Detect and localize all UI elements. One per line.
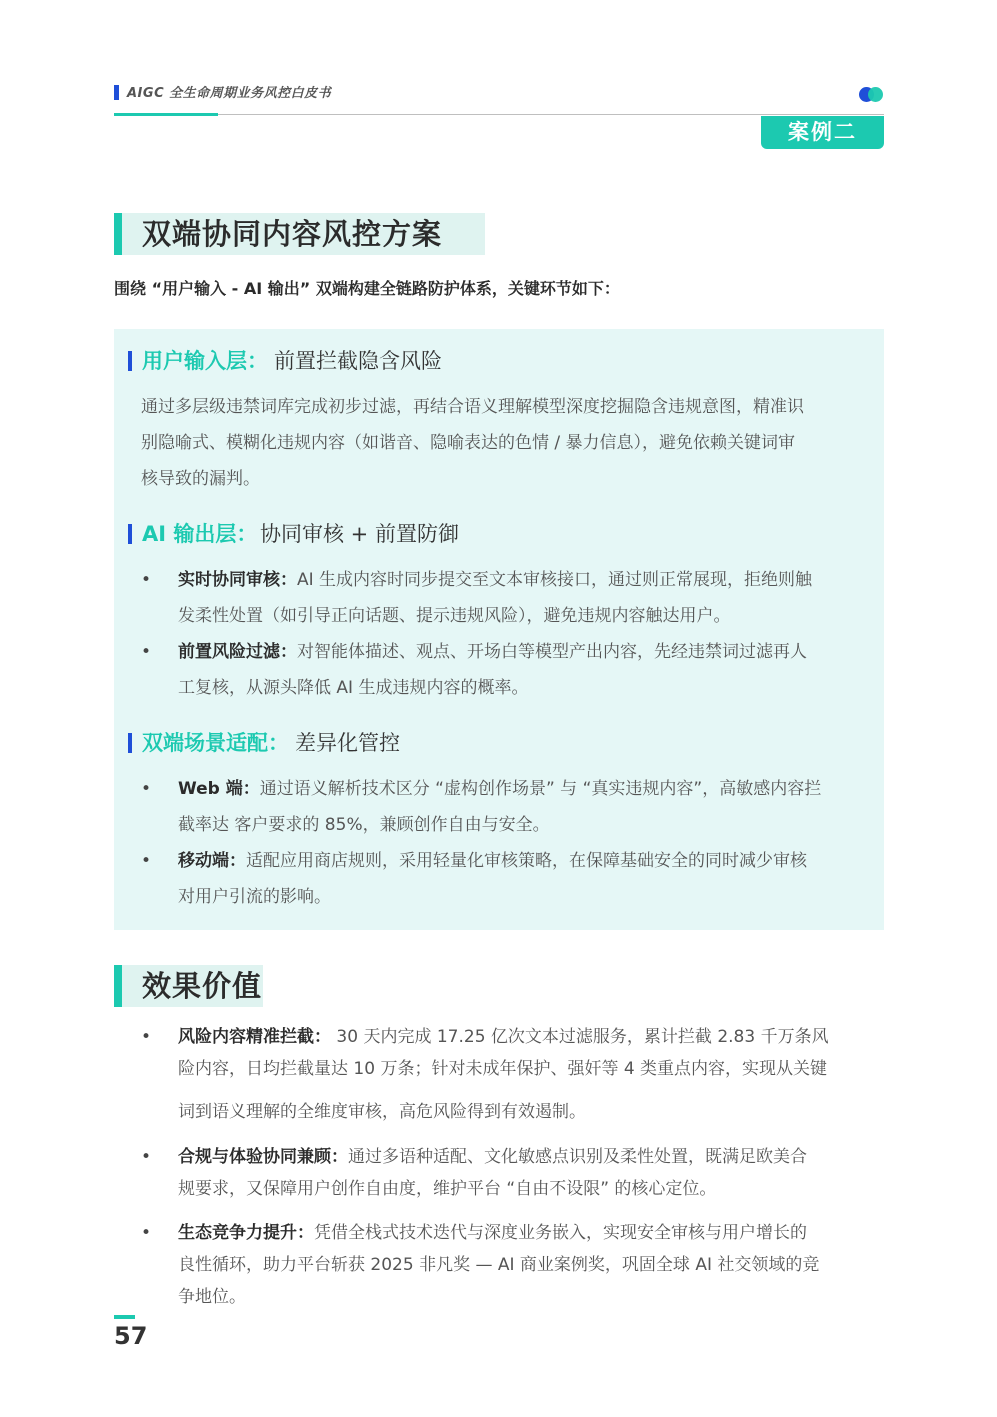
bullet-text: 适配应用商店规则，采用轻量化审核策略，在保障基础安全的同时减少审核 — [246, 851, 807, 871]
bullet-dot: • — [141, 1147, 152, 1167]
bullet-label: Web 端： — [178, 779, 260, 799]
bullet-dot: • — [141, 779, 152, 799]
subheading-dual-scenario — [128, 730, 628, 756]
section-heading-solution — [114, 213, 485, 255]
subheading-ai-output-layer — [128, 521, 628, 547]
bullet-text: 词到语义理解的全维度审核，高危风险得到有效遏制。 — [178, 1102, 586, 1122]
heading-accent-bar — [114, 965, 122, 1007]
subheading-user-input-layer — [128, 348, 628, 374]
header-accent-mark — [114, 85, 119, 100]
bullet-text: 良性循环，助力平台斩获 2025 非凡奖 — AI 商业案例奖，巩固全球 AI 社交领域的竞 — [178, 1255, 820, 1275]
section-intro: 围绕 “用户输入 - AI 输出” 双端构建全链路防护体系，关键环节如下： — [114, 279, 620, 298]
list-item — [178, 634, 878, 706]
paragraph-line: 核导致的漏判。 — [141, 469, 260, 489]
paragraph-line: 通过多层级违禁词库完成初步过滤，再结合语义理解模型深度挖掘隐含违规意图，精准识 — [141, 397, 804, 417]
bullet-dot: • — [141, 1223, 152, 1243]
paragraph-line: 别隐喻式、模糊化违规内容（如谐音、隐喻表达的色情 / 暴力信息），避免依赖关键词审 — [141, 433, 796, 453]
list-item — [178, 1021, 878, 1128]
bullet-text: 规要求，又保障用户创作自由度，维护平台 “自由不设限” 的核心定位。 — [178, 1179, 717, 1199]
bullet-label: 前置风险过滤： — [178, 642, 297, 662]
bullet-text: 通过多语种适配、文化敏感点识别及柔性处置，既满足欧美合 — [348, 1147, 807, 1167]
bullet-label: 风险内容精准拦截： — [178, 1027, 331, 1047]
logo-circle-teal-icon — [868, 87, 883, 102]
bullet-dot: • — [141, 1027, 152, 1047]
bullet-label: 合规与体验协同兼顾： — [178, 1147, 348, 1167]
case-badge: 案例二 — [761, 116, 884, 149]
subheading-desc: 差异化管控 — [295, 731, 400, 755]
section-heading-text: 双端协同内容风控方案 — [142, 217, 443, 251]
page-number-accent — [114, 1315, 135, 1319]
bullet-text: 争地位。 — [178, 1287, 246, 1307]
subheading-title: 用户输入层： — [142, 349, 268, 373]
subheading-marker — [128, 351, 132, 371]
list-item — [178, 1217, 878, 1313]
subheading-marker — [128, 524, 132, 544]
list-item — [178, 1141, 878, 1205]
header-divider — [218, 114, 884, 115]
subheading-title: AI 输出层： — [142, 522, 258, 546]
list-item — [178, 843, 878, 915]
paragraph-user-input-layer — [141, 389, 871, 497]
bullet-text: AI 生成内容时同步提交至文本审核接口，通过则正常展现，拒绝则触 — [297, 570, 813, 590]
section-heading-value — [114, 965, 263, 1007]
subheading-desc: 前置拦截隐含风险 — [274, 349, 442, 373]
bullet-text: 险内容，日均拦截量达 10 万条；针对未成年保护、强奸等 4 类重点内容，实现从关键 — [178, 1059, 828, 1079]
bullet-text: 截率达 客户要求的 85%，兼顾创作自由与安全。 — [178, 815, 550, 835]
bullet-text: 通过语义解析技术区分 “虚构创作场景” 与 “真实违规内容”，高敏感内容拦 — [259, 779, 822, 799]
subheading-title: 双端场景适配： — [142, 731, 289, 755]
bullet-text: 对用户引流的影响。 — [178, 887, 331, 907]
bullet-label: 移动端： — [178, 851, 246, 871]
list-item — [178, 562, 878, 634]
bullet-text: 30 天内完成 17.25 亿次文本过滤服务，累计拦截 2.83 千万条风 — [331, 1027, 829, 1047]
bullet-dot: • — [141, 570, 152, 590]
bullet-dot: • — [141, 642, 152, 662]
list-item — [178, 771, 878, 843]
bullet-label: 生态竞争力提升： — [178, 1223, 314, 1243]
page-number: 57 — [114, 1322, 148, 1350]
bullet-text: 工复核，从源头降低 AI 生成违规内容的概率。 — [178, 678, 529, 698]
header-divider-accent — [114, 113, 218, 116]
bullet-text: 对智能体描述、观点、开场白等模型产出内容，先经违禁词过滤再人 — [297, 642, 807, 662]
section-heading-text: 效果价值 — [142, 969, 263, 1003]
subheading-marker — [128, 733, 132, 753]
document-title: AIGC 全生命周期业务风控白皮书 — [127, 86, 332, 101]
bullet-dot: • — [141, 851, 152, 871]
subheading-desc: 协同审核 + 前置防御 — [260, 522, 459, 546]
bullet-label: 实时协同审核： — [178, 570, 297, 590]
bullet-text: 凭借全栈式技术迭代与深度业务嵌入，实现安全审核与用户增长的 — [314, 1223, 807, 1243]
heading-accent-bar — [114, 213, 122, 255]
bullet-text: 发柔性处置（如引导正向话题、提示违规风险），避免违规内容触达用户。 — [178, 606, 731, 626]
